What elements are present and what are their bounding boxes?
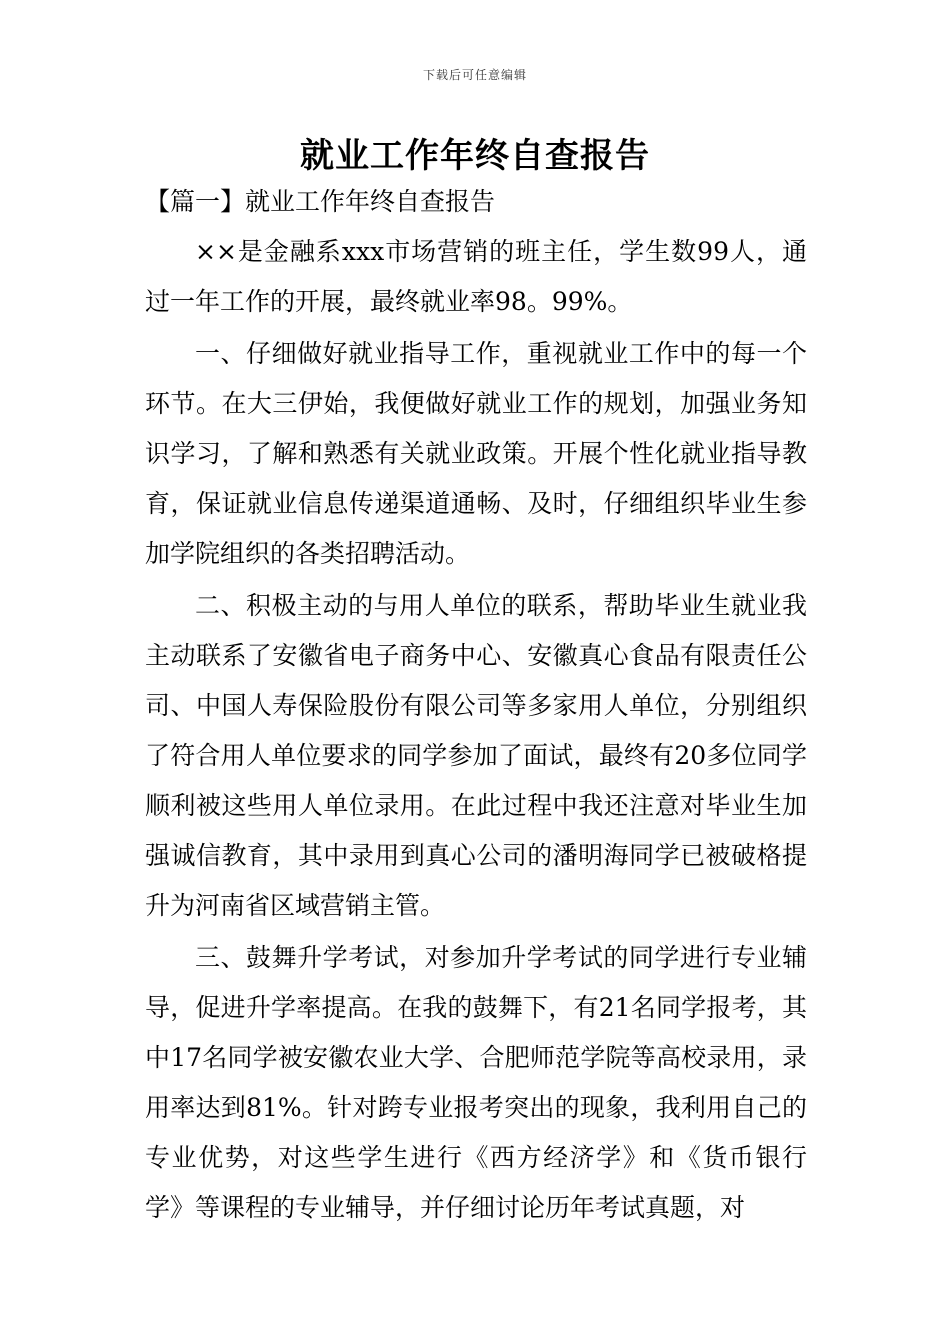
section-heading: 【篇一】就业工作年终自查报告	[145, 187, 496, 216]
paragraph-three: 三、鼓舞升学考试，对参加升学考试的同学进行专业辅导，促进升学率提高。在我的鼓舞下，有21名同学报考，其中17名同学被安徽农业大学、合肥师范学院等高校录用，录用率达到81%。针对跨专业报考突出的现象，我利用自己的专业优势，对这些学生进行《西方经济学》和《货币银行学》等课程的专业辅导，并仔细讨论历年考试真题，对	[145, 943, 807, 1222]
paragraph-intro: ××是金融系xxx市场营销的班主任，学生数99人，通过一年工作的开展，最终就业率98。99%。	[145, 237, 807, 316]
document-body	[145, 227, 807, 1233]
header-note: 下载后可任意编辑	[422, 68, 527, 82]
paragraph-two: 二、积极主动的与用人单位的联系，帮助毕业生就业我主动联系了安徽省电子商务中心、安徽真心食品有限责任公司、中国人寿保险股份有限公司等多家用人单位，分别组织了符合用人单位要求的同学参加了面试，最终有20多位同学顺利被这些用人单位录用。在此过程中我还注意对毕业生加强诚信教育，其中录用到真心公司的潘明海同学已被破格提升为河南省区域营销主管。	[145, 591, 807, 920]
paragraph-one: 一、仔细做好就业指导工作，重视就业工作中的每一个环节。在大三伊始，我便做好就业工作的规划，加强业务知识学习，了解和熟悉有关就业政策。开展个性化就业指导教育，保证就业信息传递渠道通畅、及时，仔细组织毕业生参加学院组织的各类招聘活动。	[145, 339, 807, 568]
document-title: 就业工作年终自查报告	[300, 136, 650, 176]
